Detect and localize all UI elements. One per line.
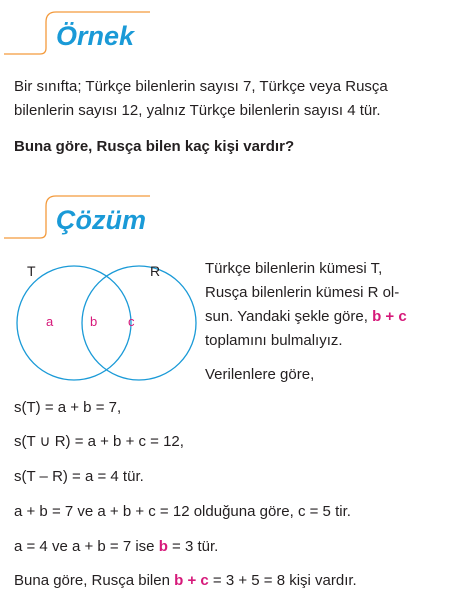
equation-4: a + b = 7 ve a + b + c = 12 olduğuna göre, c = 5 tir. bbox=[14, 503, 351, 520]
venn-region-a: a bbox=[46, 314, 54, 329]
solution-text-3-highlight: b + c bbox=[372, 308, 407, 325]
venn-label-t: T bbox=[27, 263, 36, 279]
venn-diagram bbox=[8, 258, 208, 388]
equation-5-part-2: = 3 tür. bbox=[172, 538, 219, 555]
equation-2: s(T ∪ R) = a + b + c = 12, bbox=[14, 433, 184, 450]
equation-3: s(T – R) = a = 4 tür. bbox=[14, 468, 144, 485]
equation-1: s(T) = a + b = 7, bbox=[14, 399, 122, 416]
venn-region-c: c bbox=[128, 314, 135, 329]
solution-text-3-main: sun. Yandaki şekle göre, bbox=[205, 308, 368, 325]
final-answer bbox=[14, 571, 357, 591]
solution-heading bbox=[0, 192, 180, 242]
solution-text-2: Rusça bilenlerin kümesi R ol- bbox=[205, 284, 400, 301]
example-line-1: Bir sınıfta; Türkçe bilenlerin sayısı 7, Türkçe veya Rusça bbox=[14, 78, 388, 95]
venn-circle-t bbox=[17, 266, 131, 380]
final-answer-part-2: = 3 + 5 = 8 kişi vardır. bbox=[212, 572, 357, 589]
solution-text-1: Türkçe bilenlerin kümesi T, bbox=[205, 260, 383, 277]
final-answer-highlight: b + c bbox=[174, 572, 209, 589]
final-answer-part-1: Buna göre, Rusça bilen bbox=[14, 572, 170, 589]
example-question: Buna göre, Rusça bilen kaç kişi vardır? bbox=[14, 138, 295, 155]
equation-5 bbox=[14, 537, 218, 557]
solution-text-4: toplamını bulmalıyız. bbox=[205, 332, 343, 349]
equation-5-highlight: b bbox=[158, 538, 168, 555]
example-line-2: bilenlerin sayısı 12, yalnız Türkçe bilenlerin sayısı 4 tür. bbox=[14, 102, 381, 119]
solution-heading-text: Çözüm bbox=[56, 205, 146, 235]
solution-text-3 bbox=[205, 307, 407, 327]
equation-5-part-1: a = 4 ve a + b = 7 ise bbox=[14, 538, 155, 555]
example-heading-text: Örnek bbox=[56, 21, 135, 51]
venn-region-b: b bbox=[90, 314, 98, 329]
solution-given: Verilenlere göre, bbox=[205, 366, 315, 383]
venn-circle-r bbox=[82, 266, 196, 380]
venn-label-r: R bbox=[150, 263, 161, 279]
example-heading bbox=[0, 8, 180, 58]
